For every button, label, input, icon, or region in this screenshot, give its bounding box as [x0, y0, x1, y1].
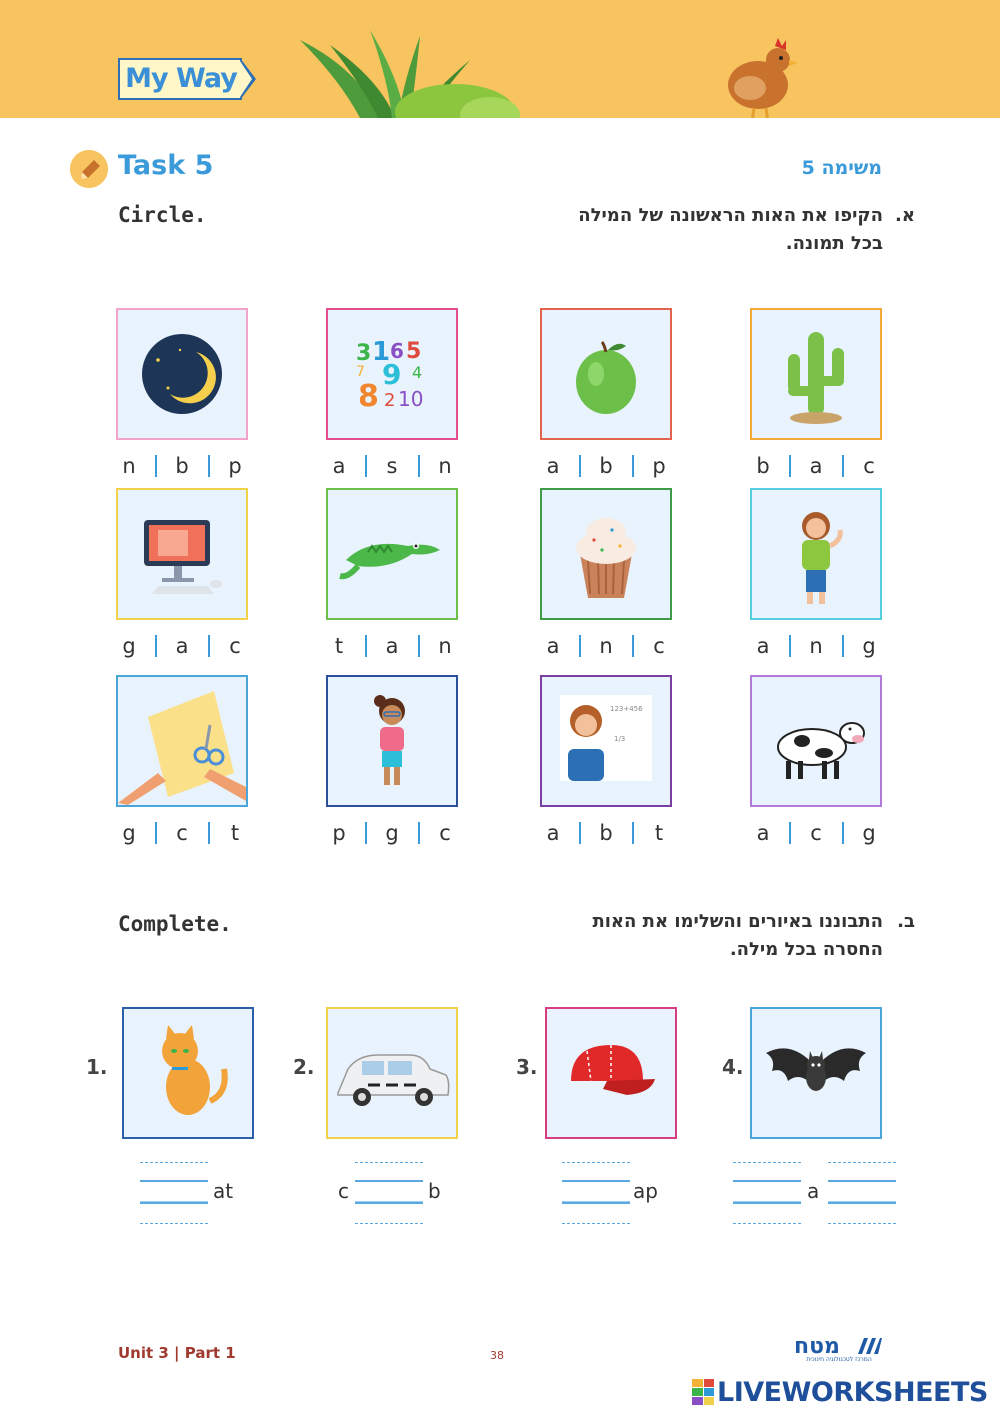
writing-guide-base — [140, 1202, 208, 1204]
letter-separator — [789, 455, 791, 477]
letter-option[interactable]: a — [175, 634, 189, 658]
letter-option[interactable]: p — [332, 821, 346, 845]
moon-picture — [116, 308, 248, 440]
letter-choices — [326, 634, 458, 658]
cactus-illustration — [752, 310, 880, 438]
letter-option[interactable]: b — [599, 454, 613, 478]
writing-guide-top — [562, 1162, 630, 1163]
liveworksheets-icon — [692, 1379, 714, 1405]
writing-guide-base — [355, 1202, 423, 1204]
item-number: 2. — [293, 1055, 315, 1079]
hen-illustration — [720, 30, 810, 118]
section-a-marker: א. — [895, 205, 915, 226]
letter-separator — [579, 635, 581, 657]
my-way-logo — [118, 58, 256, 100]
letter-option[interactable]: g — [862, 634, 876, 658]
letter-option[interactable]: c — [439, 821, 451, 845]
letter-option[interactable]: a — [546, 821, 560, 845]
svg-text:5: 5 — [406, 339, 422, 364]
letter-option[interactable]: s — [386, 454, 398, 478]
letter-separator — [365, 822, 367, 844]
cow-illustration — [752, 677, 880, 805]
cupcake-illustration — [542, 490, 670, 618]
cut-paper-illustration — [118, 677, 246, 805]
letter-option[interactable]: c — [653, 634, 665, 658]
writing-guide-bottom — [828, 1223, 896, 1224]
girl-illustration — [328, 677, 456, 805]
letter-option[interactable]: t — [654, 821, 664, 845]
svg-text:3: 3 — [356, 341, 372, 366]
letter-choices — [540, 821, 672, 845]
instruction-b-line1: התבוננו באיורים והשלימו את האות — [592, 911, 883, 932]
letter-separator — [365, 635, 367, 657]
letter-choices — [326, 454, 458, 478]
cat-illustration — [124, 1009, 252, 1137]
circle-instruction-hebrew — [578, 202, 915, 258]
numbers-picture — [326, 308, 458, 440]
writing-guide-top — [733, 1162, 801, 1163]
item-number: 1. — [86, 1055, 108, 1079]
letter-option[interactable]: c — [176, 821, 188, 845]
letter-separator — [155, 455, 157, 477]
letter-choices — [326, 821, 458, 845]
missing-letter-input[interactable] — [140, 1180, 208, 1202]
writing-guide-base — [562, 1202, 630, 1204]
cat-picture — [122, 1007, 254, 1139]
word-fragment-at: at — [213, 1179, 234, 1203]
letter-choices — [116, 634, 248, 658]
unit-label: Unit 3 | Part 1 — [118, 1344, 236, 1362]
letter-option[interactable]: c — [229, 634, 241, 658]
bat-picture — [750, 1007, 882, 1139]
letter-separator — [579, 455, 581, 477]
pencil-icon — [70, 150, 108, 188]
letter-choices — [750, 454, 882, 478]
letter-option[interactable]: g — [385, 821, 399, 845]
letter-separator — [632, 455, 634, 477]
letter-option[interactable]: t — [230, 821, 240, 845]
publisher-logo — [794, 1334, 884, 1364]
writing-guide-bottom — [140, 1223, 208, 1224]
aunt-illustration — [752, 490, 880, 618]
svg-text:123+456: 123+456 — [610, 705, 643, 713]
cactus-picture — [750, 308, 882, 440]
svg-text:9: 9 — [382, 358, 402, 391]
letter-option[interactable]: n — [809, 634, 823, 658]
writing-guide-bottom — [562, 1223, 630, 1224]
writing-guide-top — [140, 1162, 208, 1163]
instruction-he-line2: בכל תמונה. — [785, 233, 883, 254]
writing-guide-top — [355, 1162, 423, 1163]
word-fragment-ap: ap — [633, 1179, 658, 1203]
missing-letter-input[interactable] — [828, 1180, 896, 1202]
publisher-subtitle: המרכז לטכנולוגיה חינוכית — [806, 1356, 872, 1363]
letter-separator — [842, 822, 844, 844]
apple-illustration — [542, 310, 670, 438]
liveworksheets-brand[interactable] — [692, 1374, 988, 1410]
svg-text:7: 7 — [356, 364, 365, 380]
liveworksheets-text: LIVEWORKSHEETS — [717, 1376, 988, 1408]
computer-illustration — [118, 490, 246, 618]
task-title: Task 5 — [118, 150, 214, 181]
instruction-he-line1: הקיפו את האות הראשונה של המילה — [578, 205, 883, 226]
aunt-picture — [750, 488, 882, 620]
svg-text:1: 1 — [372, 337, 391, 367]
cow-picture — [750, 675, 882, 807]
missing-letter-input[interactable] — [562, 1180, 630, 1202]
writing-guide-base — [828, 1202, 896, 1204]
letter-option[interactable]: b — [756, 454, 770, 478]
svg-text:8: 8 — [358, 379, 379, 414]
letter-option[interactable]: c — [863, 454, 875, 478]
writing-guide-bottom — [355, 1223, 423, 1224]
missing-letter-input[interactable] — [733, 1180, 801, 1202]
letter-option[interactable]: g — [122, 821, 136, 845]
teacher-picture — [540, 675, 672, 807]
letter-choices — [540, 634, 672, 658]
svg-text:2: 2 — [384, 390, 396, 411]
letter-option[interactable]: p — [228, 454, 242, 478]
missing-letter-input[interactable] — [355, 1180, 423, 1202]
moon-illustration — [118, 310, 246, 438]
letter-option[interactable]: a — [756, 634, 770, 658]
letter-option[interactable]: n — [122, 454, 136, 478]
cab-illustration — [328, 1009, 456, 1137]
letter-separator — [842, 635, 844, 657]
complete-instruction: Complete. — [118, 912, 232, 936]
crocodile-illustration — [328, 490, 456, 618]
apple-picture — [540, 308, 672, 440]
letter-separator — [208, 822, 210, 844]
task-title-hebrew: משימה 5 — [801, 157, 882, 179]
letter-option[interactable]: a — [546, 454, 560, 478]
letter-option[interactable]: p — [652, 454, 666, 478]
girl-picture — [326, 675, 458, 807]
complete-instruction-hebrew — [592, 908, 915, 964]
letter-separator — [842, 455, 844, 477]
section-b-marker: ב. — [897, 911, 915, 932]
letter-option[interactable]: a — [385, 634, 399, 658]
publisher-name: מטח — [794, 1334, 840, 1359]
numbers-illustration — [328, 310, 456, 438]
svg-text:4: 4 — [412, 363, 423, 382]
letter-separator — [789, 635, 791, 657]
letter-option[interactable]: a — [546, 634, 560, 658]
teacher-illustration — [542, 677, 670, 805]
svg-text:6: 6 — [390, 339, 404, 363]
item-number: 4. — [722, 1055, 744, 1079]
page-number: 38 — [490, 1349, 504, 1362]
bat-illustration — [752, 1009, 880, 1137]
circle-instruction: Circle. — [118, 203, 207, 227]
cupcake-picture — [540, 488, 672, 620]
cab-picture — [326, 1007, 458, 1139]
crocodile-picture — [326, 488, 458, 620]
letter-separator — [155, 822, 157, 844]
letter-choices — [116, 821, 248, 845]
writing-guide-top — [828, 1162, 896, 1163]
letter-option[interactable]: n — [599, 634, 613, 658]
item-number: 3. — [516, 1055, 538, 1079]
letter-option[interactable]: b — [599, 821, 613, 845]
cap-illustration — [547, 1009, 675, 1137]
letter-separator — [418, 635, 420, 657]
letter-separator — [208, 635, 210, 657]
writing-guide-base — [733, 1202, 801, 1204]
letter-choices — [116, 454, 248, 478]
header-banner — [0, 0, 1000, 118]
letter-option[interactable]: n — [438, 634, 452, 658]
letter-option[interactable]: g — [122, 634, 136, 658]
computer-picture — [116, 488, 248, 620]
letter-separator — [208, 455, 210, 477]
word-fragment-b: b — [428, 1179, 441, 1203]
letter-option[interactable]: t — [334, 634, 344, 658]
letter-option[interactable]: a — [809, 454, 823, 478]
letter-option[interactable]: c — [810, 821, 822, 845]
letter-option[interactable]: n — [438, 454, 452, 478]
word-fragment-c: c — [338, 1179, 349, 1203]
word-fragment-a: a — [807, 1179, 820, 1203]
instruction-b-line2: החסרה בכל מילה. — [729, 939, 883, 960]
logo-text: My Way — [118, 58, 242, 100]
letter-separator — [632, 635, 634, 657]
letter-separator — [418, 822, 420, 844]
letter-option[interactable]: b — [175, 454, 189, 478]
letter-separator — [632, 822, 634, 844]
letter-option[interactable]: a — [756, 821, 770, 845]
letter-separator — [418, 455, 420, 477]
svg-text:1/3: 1/3 — [614, 735, 626, 743]
publisher-mark-icon — [856, 1336, 882, 1356]
letter-option[interactable]: g — [862, 821, 876, 845]
cap-picture — [545, 1007, 677, 1139]
letter-separator — [579, 822, 581, 844]
letter-choices — [540, 454, 672, 478]
cut-paper-picture — [116, 675, 248, 807]
letter-separator — [789, 822, 791, 844]
letter-choices — [750, 821, 882, 845]
letter-separator — [155, 635, 157, 657]
svg-text:10: 10 — [398, 387, 424, 411]
letter-choices — [750, 634, 882, 658]
letter-option[interactable]: a — [332, 454, 346, 478]
letter-separator — [365, 455, 367, 477]
writing-guide-bottom — [733, 1223, 801, 1224]
